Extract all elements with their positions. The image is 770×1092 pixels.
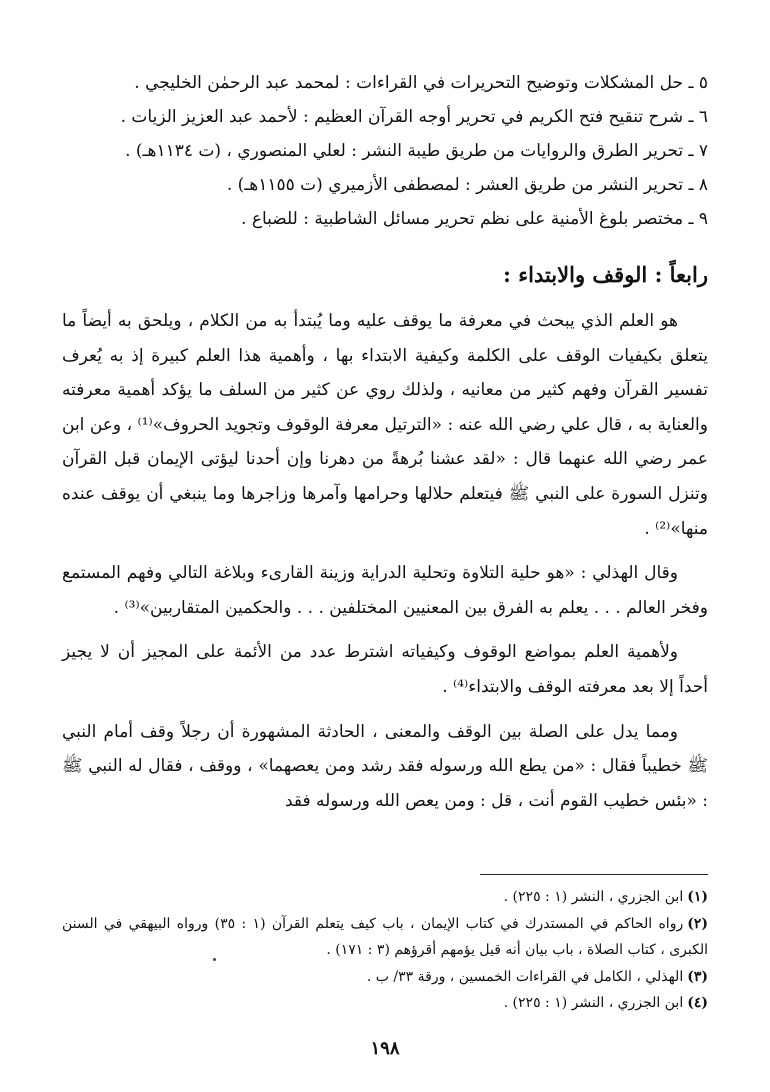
footnote-text: ابن الجزري ، النشر (١ : ٢٢٥) . [503,889,684,905]
list-item: ٧ ـ تحرير الطرق والروايات من طريق طيبة النشر : لعلي المنصوري ، (ت ١١٣٤هـ) . [125,141,708,161]
footnote [62,911,708,964]
footnotes [62,884,708,1017]
section-heading: رابعاً : الوقف والابتداء : [503,262,708,287]
paragraph: ومما يدل على الصلة بين الوقف والمعنى ، الحادثة المشهورة أن رجلاً وقف أمام النبي ﷺ خطيباً فقال : «من يطع الله ورسوله فقد رشد ومن يعصهما» ، ووقف ، فقال له النبي ﷺ : «بئس خطيب القوم أنت ، قل : ومن يعص الله ورسوله فقد [62,721,708,811]
footnote-number: (٣) [687,968,708,985]
list-item: ٩ ـ مختصر بلوغ الأمنية على نظم تحرير مسائل الشاطبية : للضباع . [241,209,708,229]
list-item: ٨ ـ تحرير النشر من طريق العشر : لمصطفى الأزميري (ت ١١٥٥هـ) . [226,175,708,195]
paragraph: وقال الهذلي : «هو حلية التلاوة وتحلية الدراية وزينة القارىء وبلاغة التالي وفهم المستمع وفخر العالم . . . يعلم به الفرق بين المعنيين المختلفين . . . والحكمين المتقاربين»⁽³⁾ . [62,563,708,618]
footnote-text: رواه الحاكم في المستدرك في كتاب الإيمان ، باب كيف يتعلم القرآن (١ : ٣٥) ورواه البيهقي في السنن الكبرى ، كتاب الصلاة ، باب بيان أنه قيل يؤمهم أقرؤهم (٣ : ١٧١) . [62,915,708,958]
paragraph: هو العلم الذي يبحث في معرفة ما يوقف عليه وما يُبتدأ به من الكلام ، ويلحق به أيضاً ما يتعلق بكيفيات الوقف على الكلمة وكيفية الابتداء بها ، وأهمية هذا العلم كبيرة إذ به يُعرف تفسير القرآن وفهم كثير من معانيه ، ولذلك روي عن كثير من السلف ما يؤكد أهمية معرفته والعناية به ، قال علي رضي الله عنه : «الترتيل معرفة الوقوف وتجويد الحروف»⁽¹⁾ ، وعن ابن عمر رضي الله عنهما قال : «لقد عشنا بُرهةً من دهرنا وإن أحدنا ليؤتى الإيمان قبل القرآن وتنزل السورة على النبي ﷺ فيتعلم حلالها وحرامها وآمرها وزاجرها وما ينبغي أن يوقف عنده منها»⁽²⁾ . [62,311,708,539]
page-number: ١٩٨ [370,1038,400,1059]
list-item: ٥ ـ حل المشكلات وتوضيح التحريرات في القراءات : لمحمد عبد الرحمٰن الخليجي . [134,73,708,93]
paragraph: ولأهمية العلم بمواضع الوقوف وكيفياته اشترط عدد من الأئمة على المجيز أن لا يجيز أحداً إلا بعد معرفته الوقف والابتداء⁽⁴⁾ . [62,642,708,697]
footnote-text: الهذلي ، الكامل في القراءات الخمسين ، ورقة ٣٣/ ب . [366,968,684,985]
footnote-number: (٢) [687,915,708,932]
numbered-list [48,66,708,236]
footnote-number: (٤) [687,995,708,1011]
footnote-number: (١) [687,889,708,905]
print-speck [213,958,216,961]
footnote [62,884,708,911]
body-text [62,304,708,828]
footnote [62,964,708,991]
footnote [62,990,708,1017]
footnote-text: ابن الجزري ، النشر (١ : ٢٢٥) . [503,995,684,1011]
list-item: ٦ ـ شرح تنقيح فتح الكريم في تحرير أوجه القرآن العظيم : لأحمد عبد العزيز الزيات . [120,107,708,127]
footnote-divider [480,874,708,875]
